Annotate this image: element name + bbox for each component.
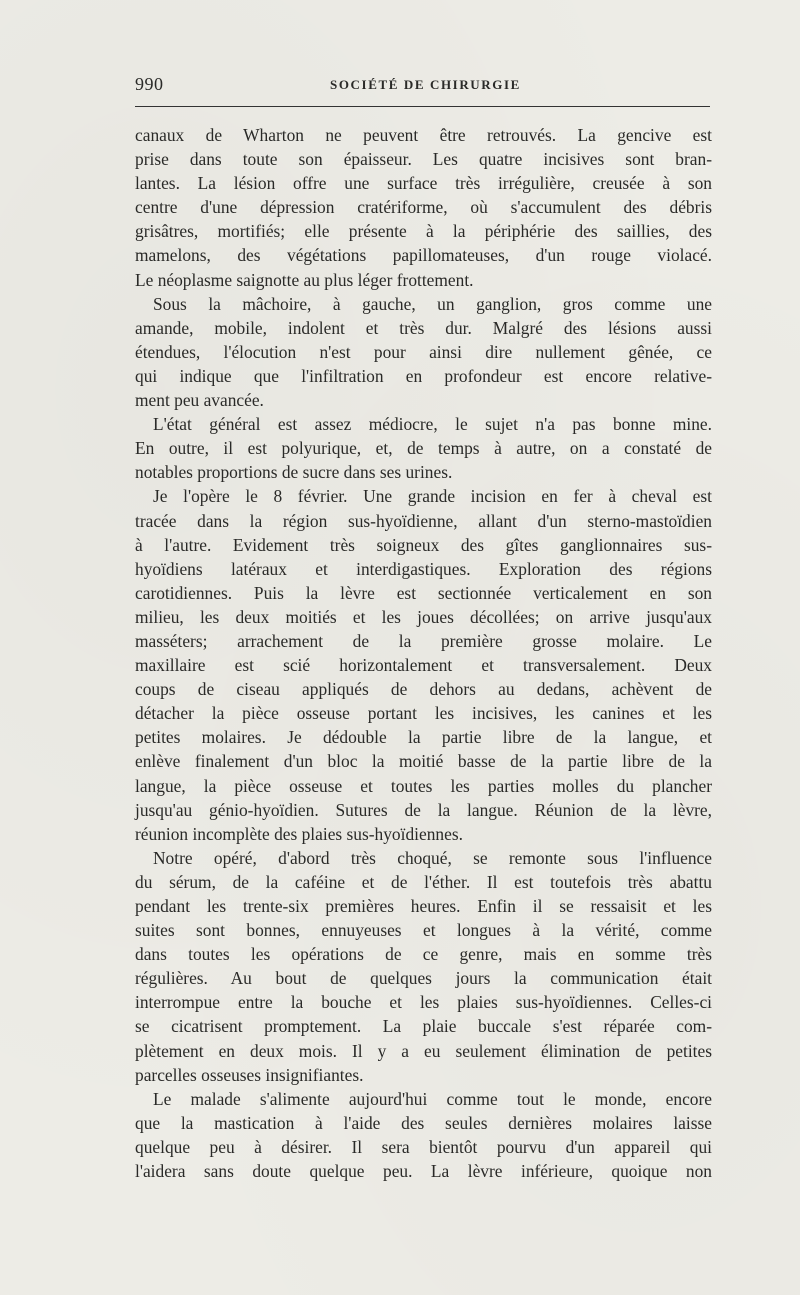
text-line: l'aidera sans doute quelque peu. La lèvre inférieure, quoique non: [135, 1161, 712, 1182]
text-line: réunion incomplète des plaies sus-hyoïdiennes.: [135, 823, 463, 844]
body-text: [135, 123, 712, 1183]
text-line: plètement en deux mois. Il y a eu seulement élimination de petites: [135, 1040, 712, 1061]
text-line: que la mastication à l'aide des seules dernières molaires laisse: [135, 1112, 712, 1133]
page-number: 990: [135, 74, 164, 94]
text-line: Le néoplasme saignotte au plus léger frottement.: [135, 269, 474, 290]
text-line: petites molaires. Je dédouble la partie libre de la langue, et: [135, 727, 712, 748]
text-line: hyoïdiens latéraux et interdigastiques. Exploration des régions: [135, 558, 712, 579]
text-line: prise dans toute son épaisseur. Les quatre incisives sont bran-: [135, 149, 712, 170]
text-line: suites sont bonnes, ennuyeuses et longues à la vérité, comme: [135, 920, 712, 941]
text-line: pendant les trente-six premières heures. Enfin il se ressaisit et les: [135, 896, 712, 916]
text-line: lantes. La lésion offre une surface très irrégulière, creusée à son: [135, 173, 712, 194]
text-line: maxillaire est scié horizontalement et transversalement. Deux: [135, 655, 712, 676]
text-line: du sérum, de la caféine et de l'éther. Il est toutefois très abattu: [135, 871, 712, 892]
text-line: à l'autre. Evidement très soigneux des gîtes ganglionnaires sus-: [135, 534, 712, 555]
text-line: Sous la mâchoire, à gauche, un ganglion, gros comme une: [153, 293, 712, 314]
text-line: enlève finalement d'un bloc la moitié basse de la partie libre de la: [135, 751, 712, 772]
text-line: interrompue entre la bouche et les plaies sus-hyoïdiennes. Celles-ci: [135, 992, 712, 1013]
text-line: En outre, il est polyurique, et, de temps à autre, on a constaté de: [135, 438, 712, 459]
text-line: L'état général est assez médiocre, le sujet n'a pas bonne mine.: [153, 414, 712, 435]
text-line: carotidiennes. Puis la lèvre est sectionnée verticalement en son: [135, 582, 712, 603]
text-line: milieu, les deux moitiés et les joues décollées; on arrive jusqu'aux: [135, 606, 712, 627]
text-line: Notre opéré, d'abord très choqué, se remonte sous l'influence: [153, 847, 712, 868]
header-rule: [135, 106, 710, 107]
text-line: régulières. Au bout de quelques jours la communication était: [135, 968, 712, 989]
text-line: grisâtres, mortifiés; elle présente à la périphérie des saillies, des: [135, 221, 712, 242]
text-line: notables proportions de sucre dans ses urines.: [135, 462, 453, 483]
text-line: parcelles osseuses insignifiantes.: [135, 1064, 364, 1085]
text-line: canaux de Wharton ne peuvent être retrouvés. La gencive est: [135, 125, 712, 145]
running-head: SOCIÉTÉ DE CHIRURGIE: [330, 77, 521, 92]
text-line: langue, la pièce osseuse et toutes les parties molles du plancher: [135, 775, 712, 796]
text-line: jusqu'au génio-hyoïdien. Sutures de la langue. Réunion de la lèvre,: [135, 799, 712, 820]
text-line: tracée dans la région sus-hyoïdienne, allant d'un sterno-mastoïdien: [135, 510, 712, 531]
text-line: quelque peu à désirer. Il sera bientôt pourvu d'un appareil qui: [135, 1136, 712, 1157]
text-line: qui indique que l'infiltration en profondeur est encore relative-: [135, 365, 712, 386]
text-line: étendues, l'élocution n'est pour ainsi dire nullement gênée, ce: [135, 341, 712, 362]
text-line: mamelons, des végétations papillomateuses, d'un rouge violacé.: [135, 245, 712, 266]
text-line: se cicatrisent promptement. La plaie buccale s'est réparée com-: [135, 1016, 712, 1037]
text-line: coups de ciseau appliqués de dehors au dedans, achèvent de: [135, 679, 712, 700]
text-line: masséters; arrachement de la première grosse molaire. Le: [135, 630, 712, 651]
text-line: Le malade s'alimente aujourd'hui comme tout le monde, encore: [153, 1088, 712, 1109]
text-line: dans toutes les opérations de ce genre, mais en somme très: [135, 944, 712, 965]
text-line: détacher la pièce osseuse portant les incisives, les canines et les: [135, 703, 712, 724]
text-line: centre d'une dépression cratériforme, où s'accumulent des débris: [135, 197, 712, 218]
text-line: amande, mobile, indolent et très dur. Malgré des lésions aussi: [135, 317, 712, 338]
text-line: Je l'opère le 8 février. Une grande incision en fer à cheval est: [153, 486, 712, 507]
text-line: ment peu avancée.: [135, 390, 264, 411]
page-header: [135, 70, 710, 100]
